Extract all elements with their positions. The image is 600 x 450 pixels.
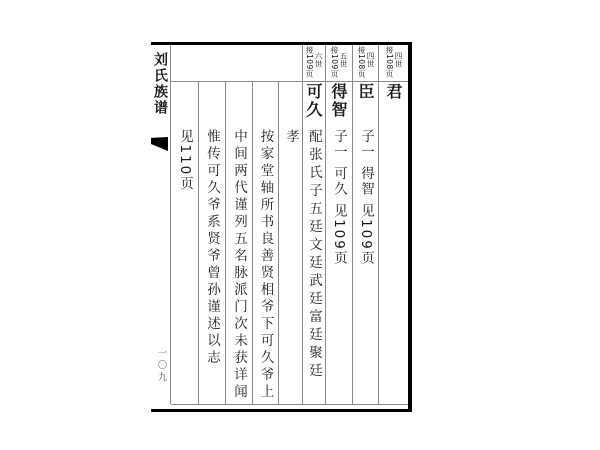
header-cell-gen5 — [329, 46, 348, 80]
corner-flag-marker — [151, 137, 168, 151]
column-rule — [378, 45, 379, 404]
entry-name-dezhi: 得智 — [329, 83, 348, 119]
header-cell-gen6 — [304, 46, 323, 80]
entry-details-kejiu: 配张氏子五廷文廷武廷富廷聚廷 — [306, 129, 322, 381]
column-rule — [352, 45, 353, 404]
column-rule — [278, 82, 279, 404]
entry-name-kejiu: 可久 — [304, 83, 323, 119]
see-page-ref: 见110页 — [177, 129, 193, 192]
generation-label: 四世 — [394, 52, 403, 68]
continue-ref: 接108页 — [357, 46, 366, 78]
entry-details-xiao: 孝 — [283, 129, 299, 143]
entry-details-chen: 子一 得智 见109页 — [358, 129, 374, 267]
inner-bottom-rule — [171, 404, 408, 405]
continue-ref: 接108页 — [385, 46, 394, 78]
header-separator-rule — [171, 81, 408, 82]
entry-details-dezhi: 子一 可久 见109页 — [331, 129, 347, 267]
column-rule — [325, 45, 326, 404]
generation-label: 四世 — [366, 52, 375, 68]
header-cell-gen4a — [384, 46, 403, 80]
generation-label: 五世 — [339, 52, 348, 68]
header-cell-gen4b — [356, 46, 375, 80]
frame-border-bottom — [151, 409, 412, 412]
column-rule — [252, 82, 253, 404]
frame-border-right — [408, 42, 412, 412]
entry-name-jun: 君 — [384, 83, 403, 101]
entry-name-chen: 臣 — [356, 83, 375, 101]
note-column-2: 中间两代谨列五名脉派门次未获详闻 — [231, 129, 247, 401]
page-number: 一〇九 — [156, 348, 166, 384]
spine-divider-rule — [170, 45, 171, 404]
column-rule — [225, 82, 226, 404]
frame-border-top — [151, 42, 412, 45]
continue-ref: 接109页 — [330, 46, 339, 78]
generation-label: 六世 — [314, 52, 323, 68]
column-rule — [302, 45, 303, 404]
note-column-1: 按家堂轴所书良善贤相爷下可久爷上 — [257, 129, 274, 401]
column-rule — [198, 82, 199, 404]
continue-ref: 接109页 — [305, 46, 314, 78]
spine-title: 刘氏族谱 — [152, 52, 168, 116]
note-column-3: 惟传可久爷系贤爷曾孙谨述以志 — [204, 129, 220, 367]
